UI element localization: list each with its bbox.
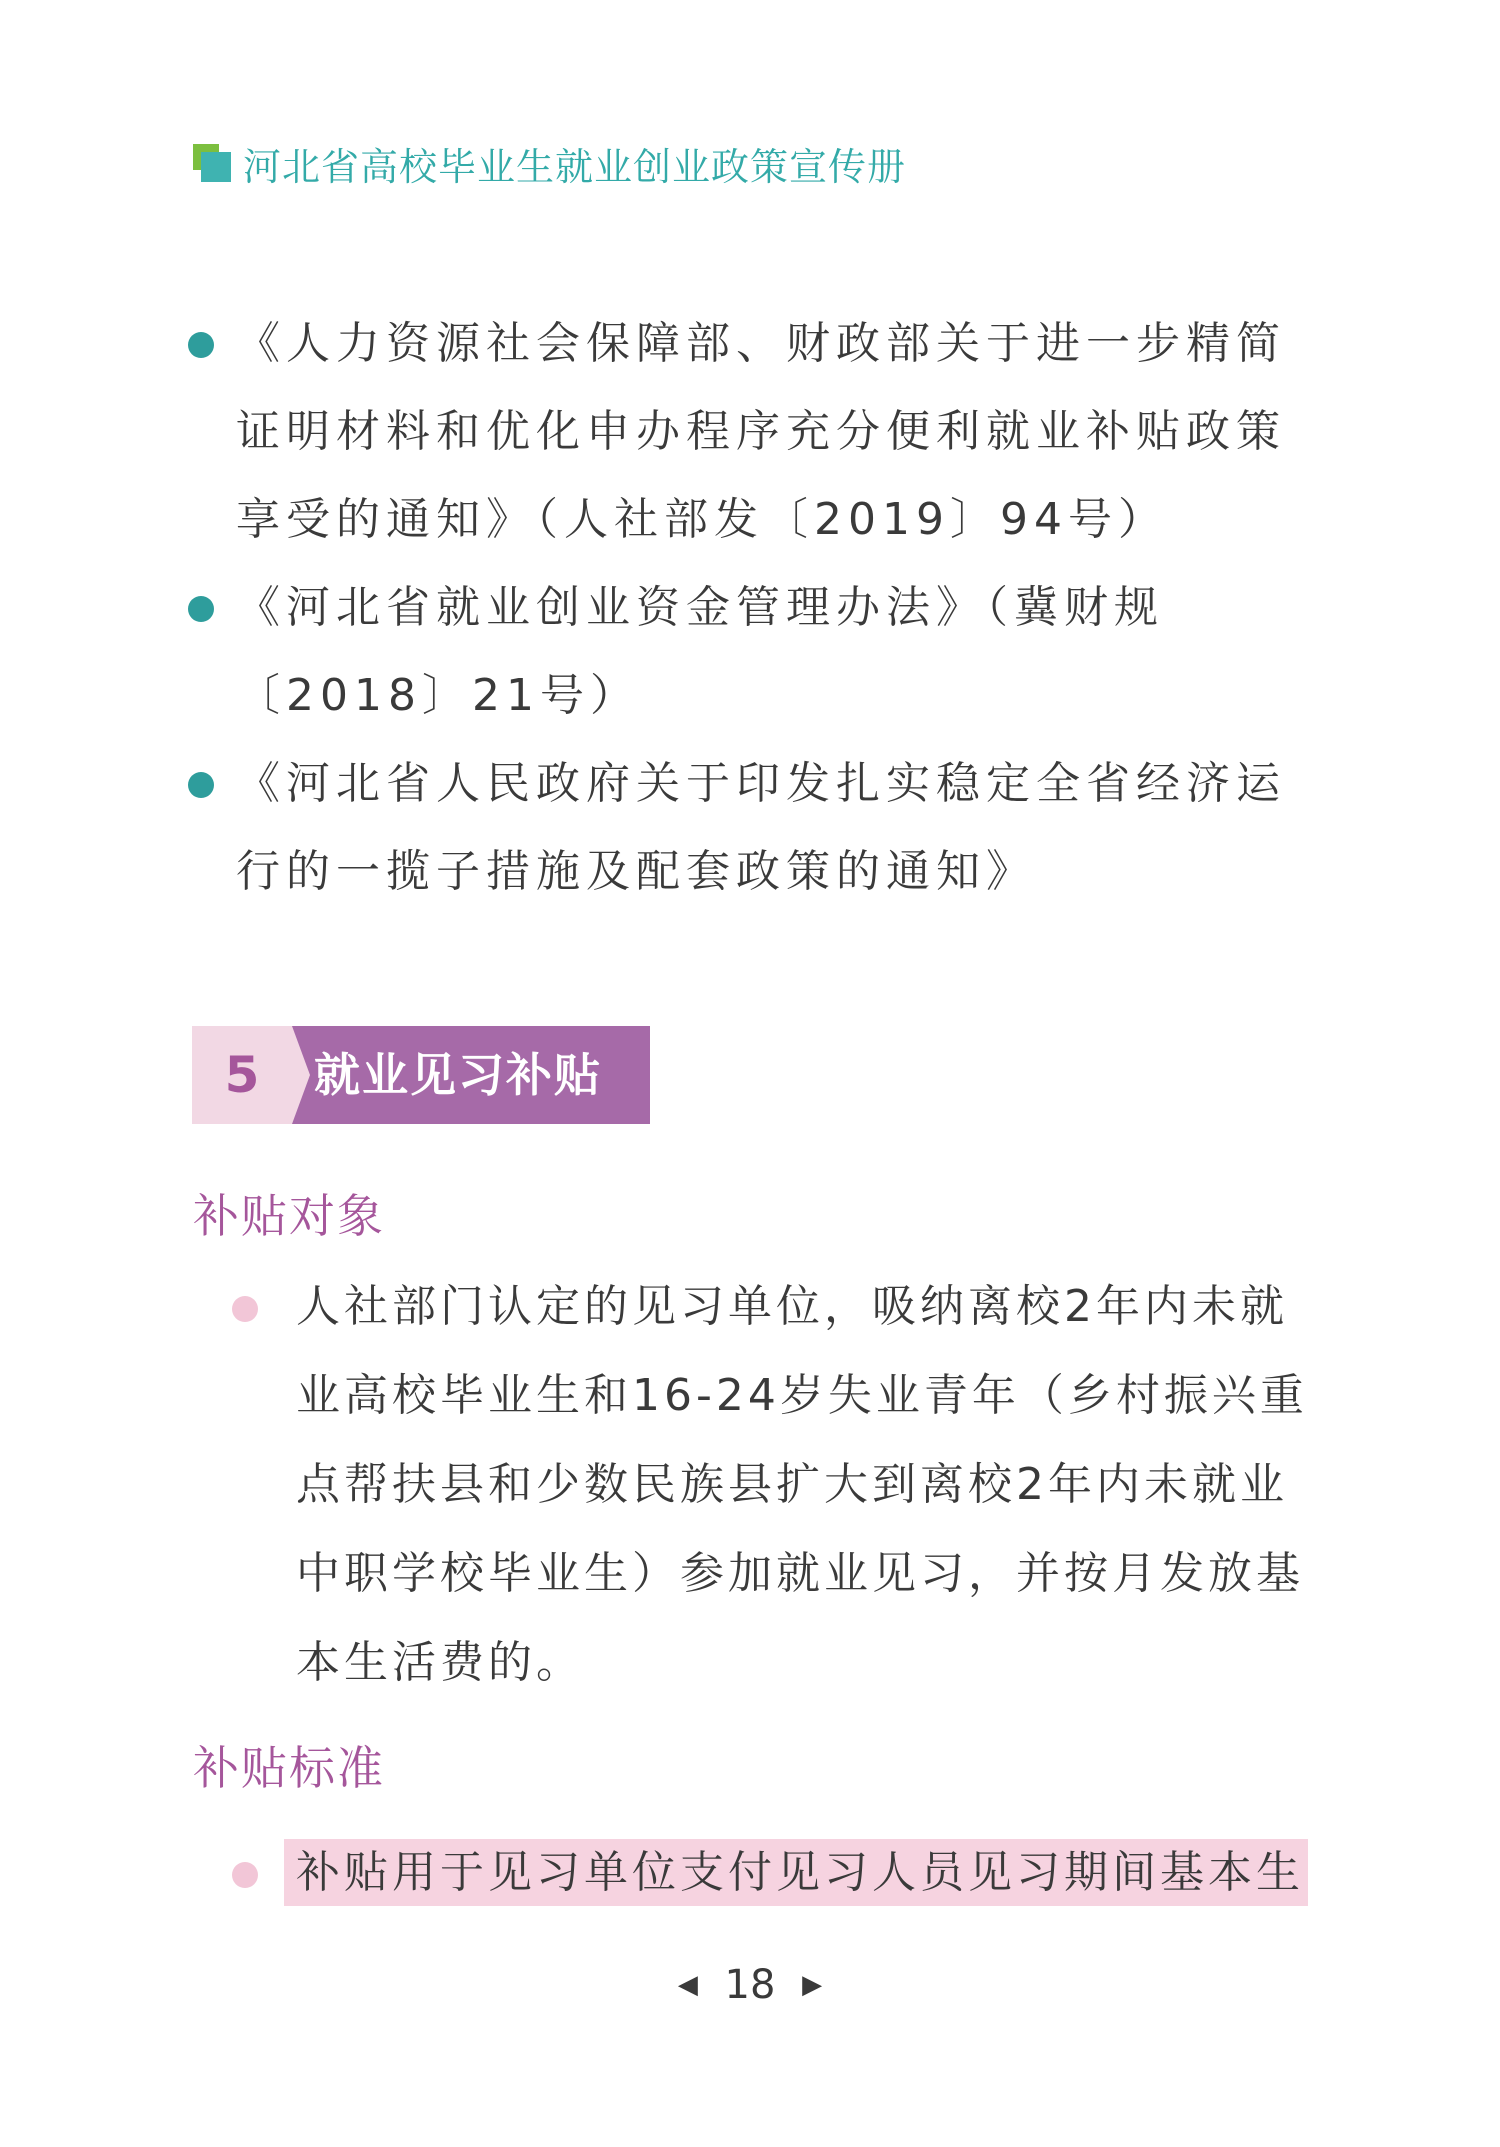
bullet-icon [232, 1296, 258, 1322]
list-item [232, 1262, 1312, 1707]
subsidy-target-list [232, 1262, 1312, 1707]
page-number: 18 [724, 1962, 776, 2008]
prev-page-icon[interactable]: ◀ [677, 1970, 698, 2000]
reference-text: 《河北省就业创业资金管理办法》（冀财规〔2018〕21号） [236, 582, 1164, 721]
section-title: 就业见习补贴 [314, 1048, 602, 1102]
subsidy-target-text: 人社部门认定的见习单位，吸纳离校2年内未就业高校毕业生和16-24岁失业青年（乡村振兴重点帮扶县和少数民族县扩大到离校2年内未就业中职学校毕业生）参加就业见习，并按月发放基本生活费的。 [296, 1281, 1308, 1688]
page-header [193, 138, 906, 188]
bullet-icon [188, 332, 214, 358]
next-page-icon[interactable]: ▶ [802, 1970, 823, 2000]
reference-list [188, 300, 1308, 916]
section-number: 5 [224, 1046, 260, 1104]
chevron-right-icon [292, 1026, 310, 1124]
header-logo-icon [193, 144, 231, 182]
reference-item [188, 564, 1308, 740]
bullet-icon [232, 1862, 258, 1888]
subsidy-standard-heading: 补贴标准 [193, 1741, 385, 1795]
reference-item [188, 300, 1308, 564]
bullet-icon [188, 596, 214, 622]
reference-text: 《河北省人民政府关于印发扎实稳定全省经济运行的一揽子措施及配套政策的通知》 [236, 758, 1286, 897]
reference-item [188, 740, 1308, 916]
reference-text: 《人力资源社会保障部、财政部关于进一步精简证明材料和优化申办程序充分便利就业补贴政策享受的通知》（人社部发〔2019〕94号） [236, 318, 1286, 545]
subsidy-target-heading: 补贴对象 [193, 1189, 385, 1243]
section-banner [192, 1026, 650, 1124]
page-header-title: 河北省高校毕业生就业创业政策宣传册 [243, 144, 907, 189]
page-navigator [0, 1960, 1500, 2008]
bullet-icon [188, 772, 214, 798]
subsidy-standard-text: 补贴用于见习单位支付见习人员见习期间基本生 [284, 1839, 1308, 1906]
subsidy-standard-list [232, 1828, 1312, 1917]
list-item [232, 1828, 1312, 1917]
